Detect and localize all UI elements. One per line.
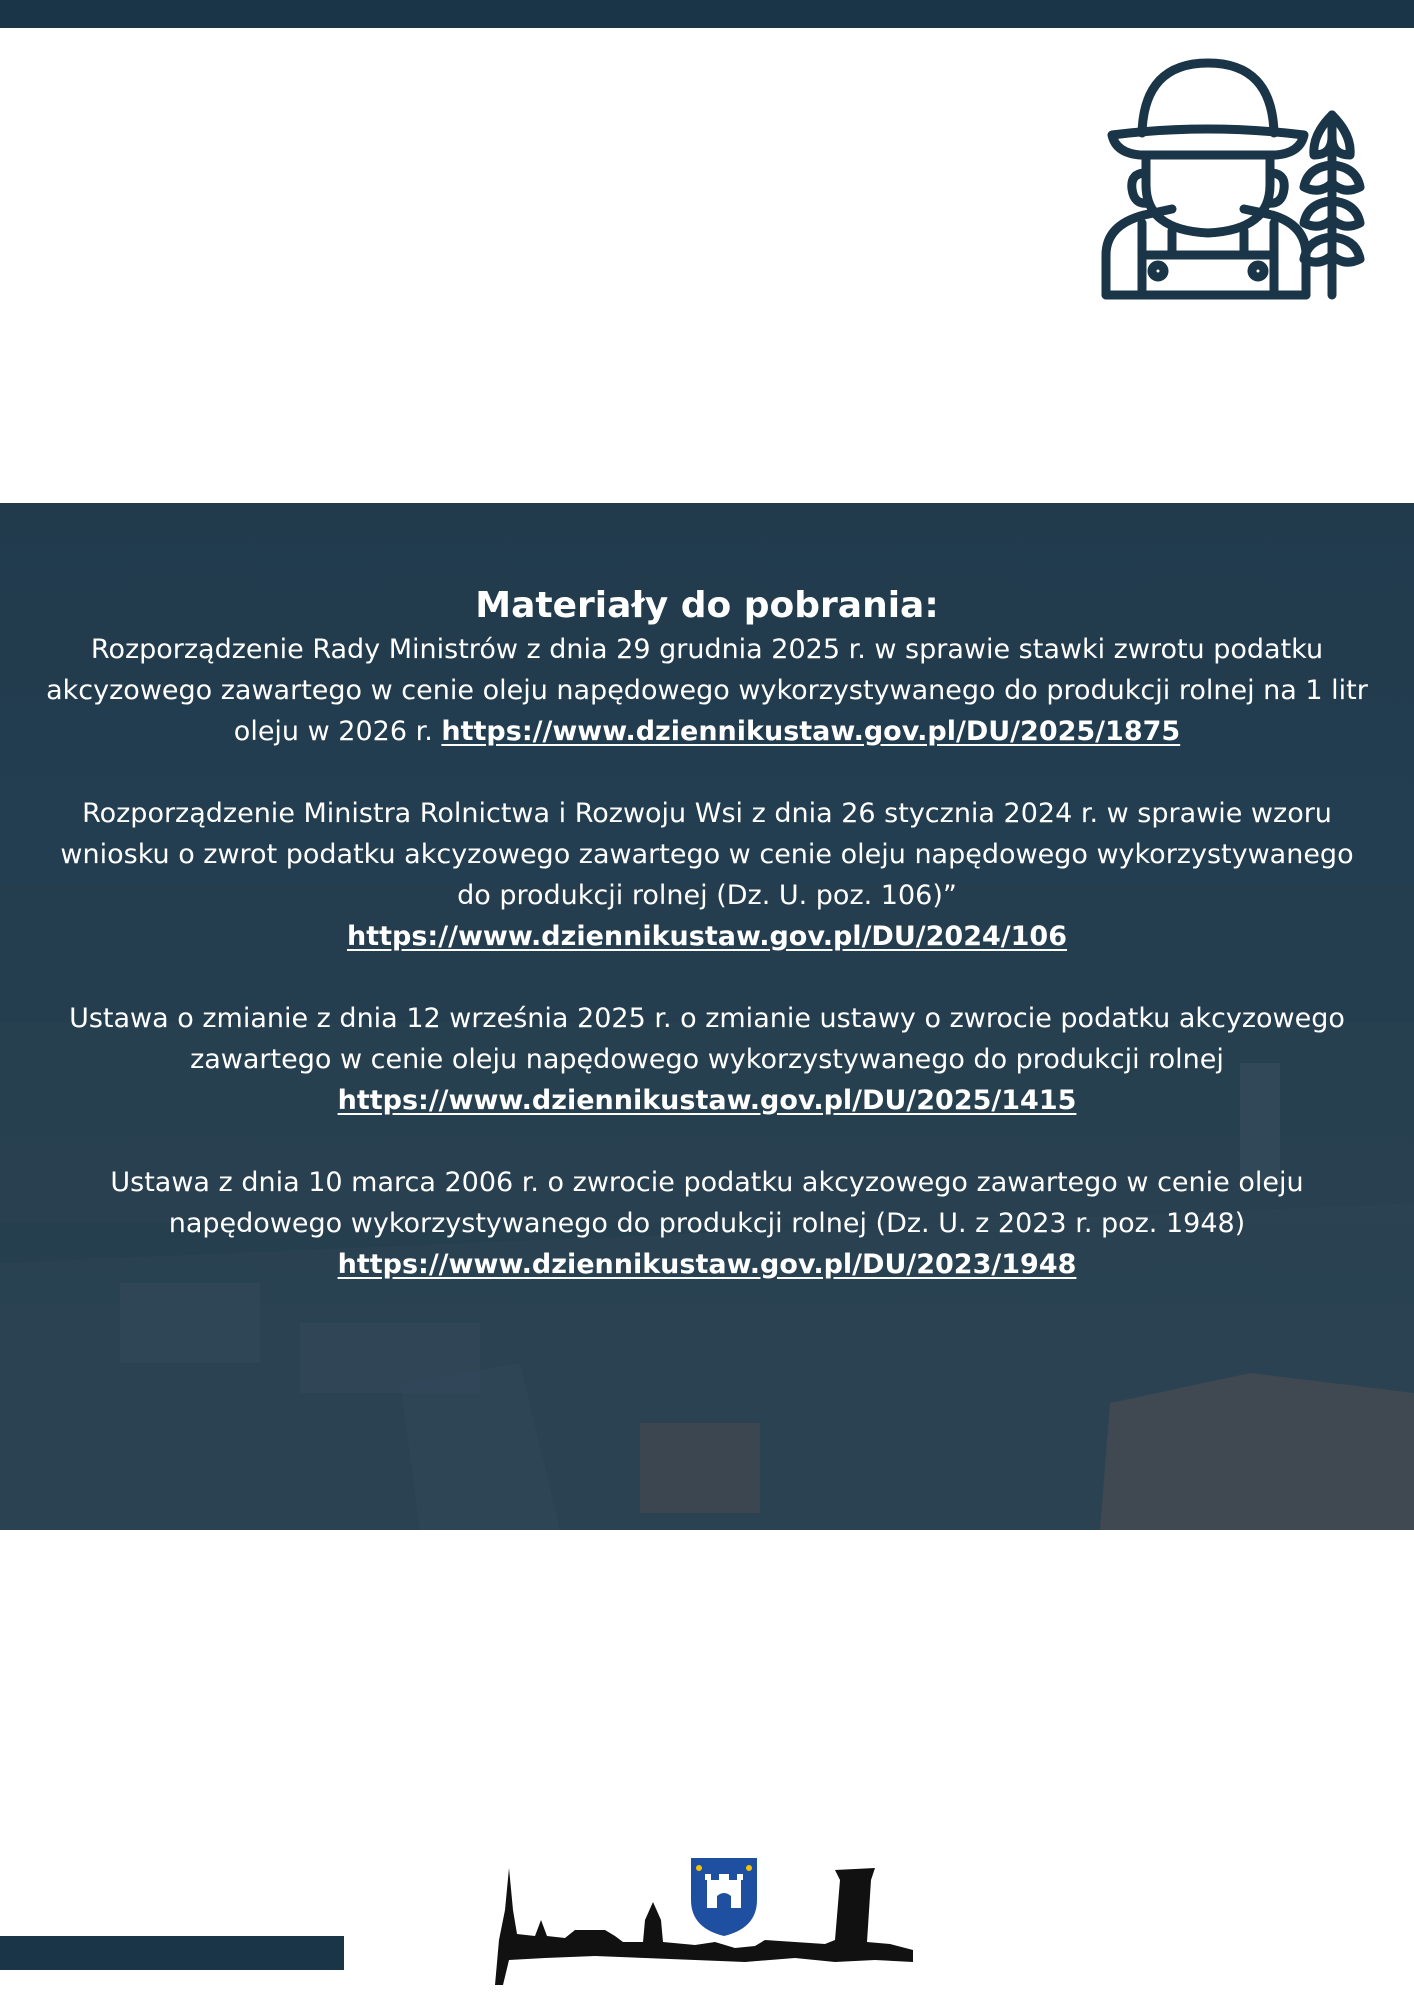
document-entry xyxy=(40,629,1374,752)
document-description: Rozporządzenie Rady Ministrów z dnia 29 grudnia 2025 r. w sprawie stawki zwrotu podatku akcyzowego zawartego w cenie oleju napędowego wykorzystywanego do produkcji rolnej na 1 litr oleju w 2026 r. xyxy=(46,634,1368,747)
document-link[interactable]: https://www.dziennikustaw.gov.pl/DU/2025/1875 xyxy=(441,716,1181,747)
document-description: Ustawa z dnia 10 marca 2006 r. o zwrocie podatku akcyzowego zawartego w cenie oleju napędowego wykorzystywanego do produkcji rolnej (Dz. U. z 2023 r. poz. 1948) xyxy=(110,1167,1304,1239)
document-link[interactable]: https://www.dziennikustaw.gov.pl/DU/2025/1415 xyxy=(337,1085,1077,1116)
bottom-accent-bar xyxy=(0,1936,344,1970)
document-entry xyxy=(40,793,1374,957)
document-entry xyxy=(40,1162,1374,1285)
downloads-panel xyxy=(0,503,1414,1530)
town-skyline-logo xyxy=(495,1850,915,1985)
document-entry xyxy=(40,998,1374,1121)
document-description: Rozporządzenie Ministra Rolnictwa i Rozwoju Wsi z dnia 26 stycznia 2024 r. w sprawie wzoru wniosku o zwrot podatku akcyzowego zawartego w cenie oleju napędowego wykorzystywanego do produkcji rolnej (Dz. U. poz. 106)” xyxy=(60,798,1354,911)
top-accent-bar xyxy=(0,0,1414,28)
document-description: Ustawa o zmianie z dnia 12 września 2025 r. o zmianie ustawy o zwrocie podatku akcyzowego zawartego w cenie oleju napędowego wykorzystywanego do produkcji rolnej xyxy=(69,1003,1345,1075)
document-link[interactable]: https://www.dziennikustaw.gov.pl/DU/2024/106 xyxy=(346,921,1067,952)
coat-of-arms-icon xyxy=(691,1858,757,1936)
farmer-icon xyxy=(1100,55,1370,303)
document-link[interactable]: https://www.dziennikustaw.gov.pl/DU/2023/1948 xyxy=(337,1249,1077,1280)
downloads-content xyxy=(40,583,1374,1326)
section-heading: Materiały do pobrania: xyxy=(475,585,939,626)
